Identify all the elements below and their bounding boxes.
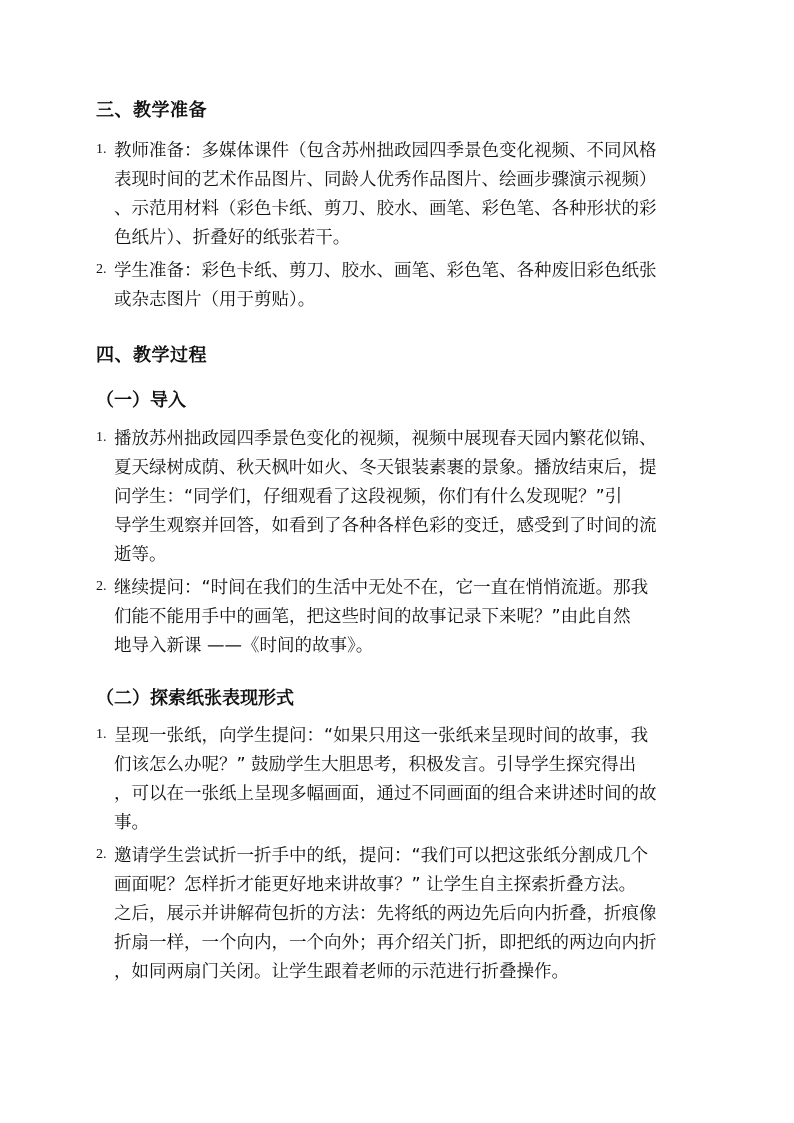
text-line: 导学生观察并回答，如看到了各种各样色彩的变迁，感受到了时间的流 [114, 516, 657, 536]
text-line: 邀请学生尝试折一折手中的纸，提问：“我们可以把这张纸分割成几个 [114, 846, 649, 866]
text-line: 折扇一样，一个向内，一个向外；再介绍关门折，即把纸的两边向内折 [114, 933, 657, 953]
list-number: 2. [96, 847, 107, 862]
list-number: 2. [96, 579, 107, 594]
section-heading-preparation: 三、教学准备 [96, 100, 207, 121]
text-line: 之后，展示并讲解荷包折的方法：先将纸的两边先后向内折叠，折痕像 [114, 904, 657, 924]
list-number: 1. [96, 142, 107, 157]
text-line: 们该怎么办呢？” 鼓励学生大胆思考，积极发言。引导学生探究得出 [114, 755, 637, 775]
text-line: 呈现一张纸，向学生提问：“如果只用这一张纸来呈现时间的故事，我 [114, 726, 649, 746]
text-line: 、示范用材料（彩色卡纸、剪刀、胶水、画笔、彩色笔、各种形状的彩 [114, 199, 657, 219]
list-number: 1. [96, 430, 107, 445]
text-line: 逝等。 [114, 545, 167, 565]
text-line: 继续提问：“时间在我们的生活中无处不在，它一直在悄悄流逝。那我 [114, 578, 649, 598]
subsection-heading-explore-paper: （二）探索纸张表现形式 [96, 688, 294, 709]
text-line: 画面呢？怎样折才能更好地来讲故事？” 让学生自主探索折叠方法。 [114, 875, 637, 895]
text-line: ，如同两扇门关闭。让学生跟着老师的示范进行折叠操作。 [114, 962, 569, 982]
text-line: 问学生：“同学们，仔细观看了这段视频，你们有什么发现呢？”引 [114, 487, 623, 507]
text-line: ，可以在一张纸上呈现多幅画面，通过不同画面的组合来讲述时间的故 [114, 784, 657, 804]
text-line: 表现时间的艺术作品图片、同龄人优秀作品图片、绘画步骤演示视频） [114, 170, 657, 190]
list-number: 2. [96, 262, 107, 277]
text-line: 地导入新课 ——《时间的故事》。 [114, 636, 374, 656]
text-line: 事。 [114, 813, 149, 833]
text-line: 学生准备：彩色卡纸、剪刀、胶水、画笔、彩色笔、各种废旧彩色纸张 [114, 261, 657, 281]
text-line: 教师准备：多媒体课件（包含苏州拙政园四季景色变化视频、不同风格 [114, 141, 657, 161]
list-number: 1. [96, 727, 107, 742]
text-line: 播放苏州拙政园四季景色变化的视频，视频中展现春天园内繁花似锦、 [114, 429, 657, 449]
section-heading-process: 四、教学过程 [96, 345, 207, 366]
subsection-heading-introduction: （一）导入 [96, 390, 186, 411]
text-line: 色纸片）、折叠好的纸张若干。 [114, 228, 351, 248]
text-line: 夏天绿树成荫、秋天枫叶如火、冬天银装素裹的景象。播放结束后，提 [114, 458, 657, 478]
text-line: 们能不能用手中的画笔，把这些时间的故事记录下来呢？”由此自然 [114, 607, 631, 627]
text-line: 或杂志图片（用于剪贴）。 [114, 290, 316, 310]
